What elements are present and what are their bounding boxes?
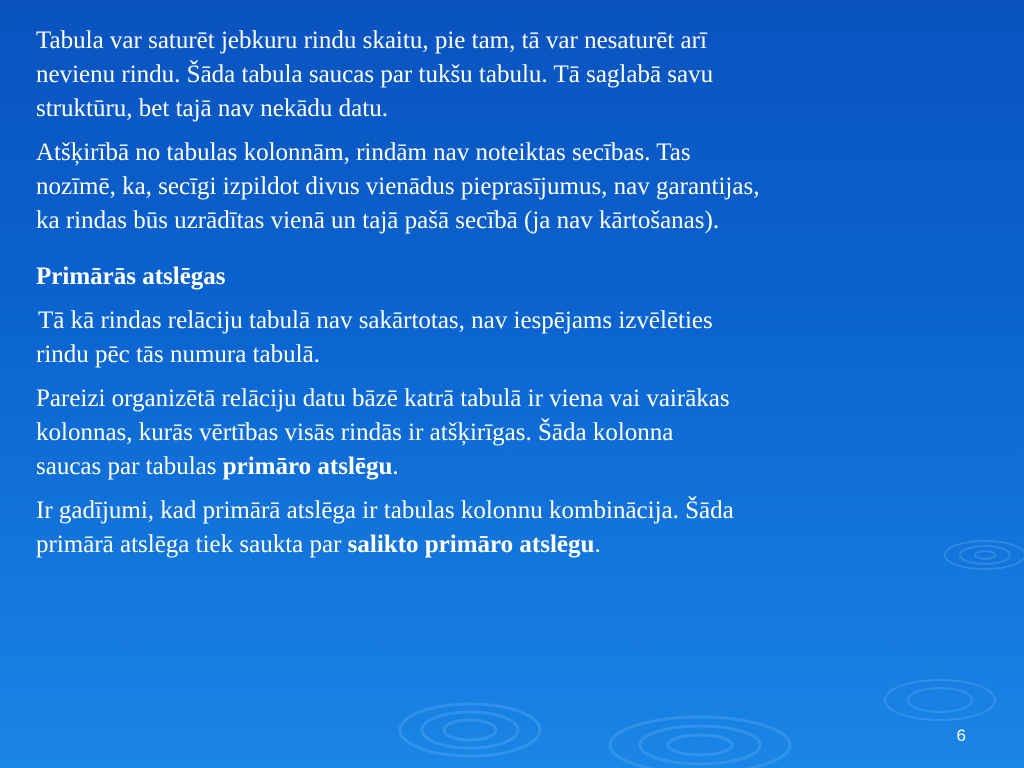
term-primary-key: primāro atslēgu xyxy=(222,453,393,480)
paragraph-composite-key-text: Ir gadījumi, kad primārā atslēga ir tabulas kolonnu kombinācija. Šāda primārā atslēga tiek saukta par xyxy=(36,497,734,558)
slide-body xyxy=(36,24,1021,572)
page-number: 6 xyxy=(956,726,966,745)
paragraph-empty-table: Tabula var saturēt jebkuru rindu skaitu, pie tam, tā var nesaturēt arī nevienu rindu. Šāda tabula saucas par tukšu tabulu. Tā saglabā savu struktūru, bet tajā nav nekādu datu. xyxy=(36,27,714,122)
paragraph-primary-key-text: Pareizi organizētā relāciju datu bāzē katrā tabulā ir viena vai vairākas kolonnas, kurās vērtības visās rindās ir atšķirīgas. Šāda kolonna saucas par tabulas xyxy=(36,385,730,480)
paragraph-row-selection: Tā kā rindas relāciju tabulā nav sakārtotas, nav iespējams izvēlēties rindu pēc tās numura tabulā. xyxy=(36,307,713,368)
paragraph-primary-key-definition xyxy=(36,382,1021,484)
paragraph-composite-key xyxy=(36,494,1021,562)
section-heading-primary-keys: Primārās atslēgas xyxy=(36,263,226,290)
term-composite-primary-key: salikto primāro atslēgu xyxy=(347,531,595,558)
paragraph-row-order: Atšķirībā no tabulas kolonnām, rindām nav noteiktas secības. Tas nozīmē, ka, secīgi izpildot divus vienādus pieprasījumus, nav garantijas, ka rindas būs uzrādītas vienā un tajā pašā secībā (ja nav kārtošanas). xyxy=(36,139,760,234)
paragraph-primary-key-end: . xyxy=(392,453,399,480)
paragraph-composite-key-end: . xyxy=(594,531,601,558)
